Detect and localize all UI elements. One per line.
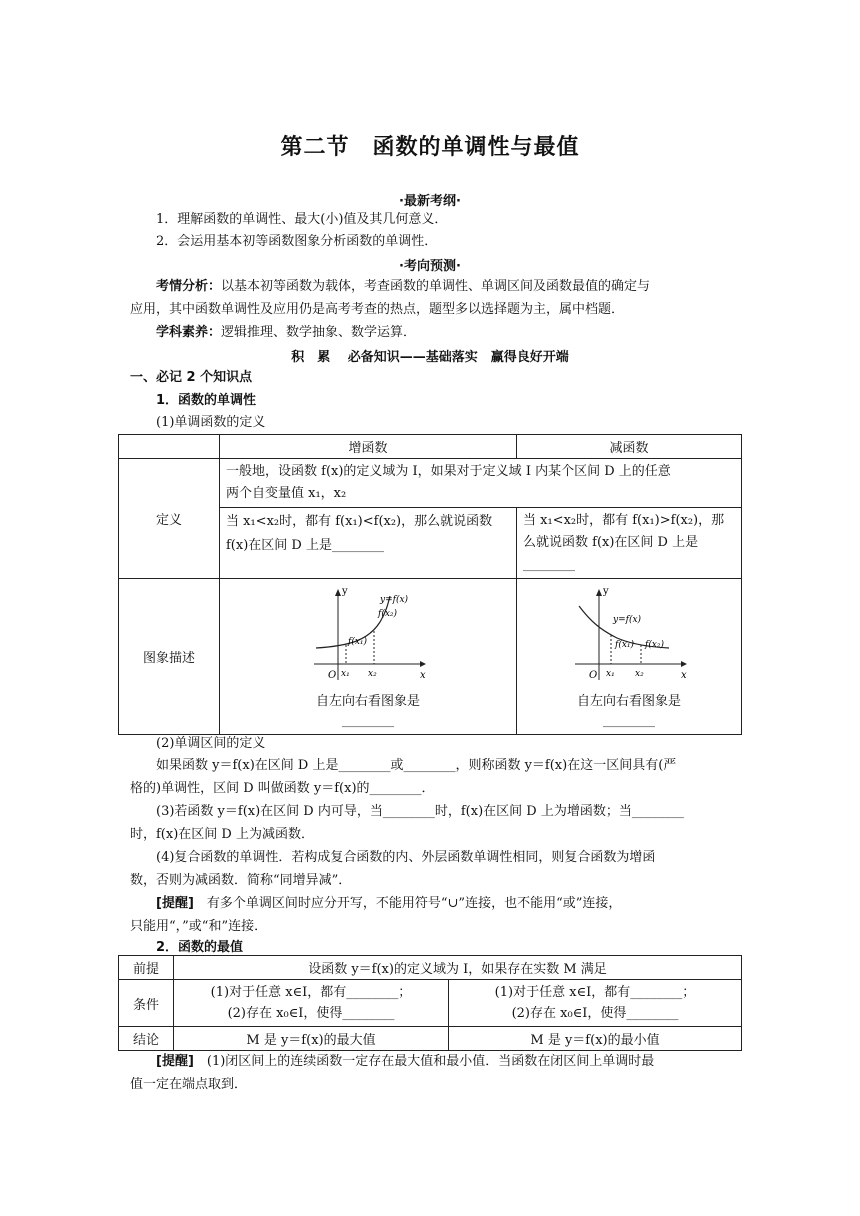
decreasing-blank: ________: [603, 712, 655, 728]
fx2-label: f(x₂): [645, 639, 665, 650]
origin-label: O: [589, 669, 598, 681]
definition-decreasing: [517, 508, 742, 579]
x2-label: x₂: [635, 668, 644, 679]
x-axis-arrow: [681, 661, 687, 667]
definition-increasing: [220, 508, 517, 579]
kaogang-item-2: 2．会运用基本初等函数图象分析函数的单调性．: [156, 234, 438, 249]
sub2-heading: 2．函数的最值: [156, 940, 244, 955]
literacy-line: [130, 323, 766, 343]
tip2-text-1: (1)闭区间上的连续函数一定存在最大值和最小值．当函数在闭区间上单调时最: [193, 1054, 655, 1069]
conclusion-label: 结论: [119, 1027, 174, 1051]
header-increasing: 增函数: [220, 435, 517, 459]
y-axis-label: y: [342, 585, 348, 597]
definition-label: 定义: [119, 459, 220, 579]
fx2-label: f(x₂): [378, 608, 398, 619]
y-axis-label: y: [603, 585, 609, 597]
p3-line-2: 时，f(x)在区间 D 上为减函数．: [130, 827, 314, 842]
monotonic-table: [118, 434, 742, 735]
definition-common-line-1: 一般地，设函数 f(x)的定义域为 I，如果对于定义域 I 内某个区间 D 上的任意: [226, 464, 671, 479]
table1-corner: [119, 435, 220, 459]
literacy-text: 逻辑推理、数学抽象、数学运算．: [221, 325, 417, 340]
definition-increasing-line-1: 当 x₁<x₂时，都有 f(x₁)<f(x₂)，那么就说函数: [226, 514, 493, 529]
fx1-label: f(x₁): [615, 639, 635, 650]
definition-common-line-2: 两个自变量值 x₁，x₂: [226, 486, 347, 501]
premise-label: 前提: [119, 956, 174, 980]
fx1-label: f(x₁): [348, 636, 368, 647]
curve-label: y=f(x): [613, 614, 642, 625]
p2-line-1: 如果函数 y＝f(x)在区间 D 上是________或________，则称函数 y＝f(x)在这一区间具有(严: [156, 758, 677, 773]
p4-line-1: (4)复合函数的单调性．若构成复合函数的内、外层函数单调性相同，则复合函数为增函: [156, 850, 656, 865]
condition-max-2: (2)存在 x₀∈I，使得________: [227, 1006, 395, 1021]
definition-decreasing-line-3: ________: [523, 557, 575, 572]
analysis-line-2: 应用，其中函数单调性及应用仍是高考考查的热点，题型多以选择题为主，属中档题．: [130, 302, 625, 317]
jilei-text: 积 累 必备知识——基础落实 赢得良好开端: [291, 350, 569, 365]
tip2-label: [提醒]: [156, 1054, 194, 1069]
tip2-line-1: [130, 1052, 766, 1072]
decreasing-caption: 自左向右看图象是: [576, 693, 681, 709]
x-axis-label: x: [681, 669, 687, 681]
condition-label: 条件: [119, 980, 174, 1027]
origin-label: O: [328, 669, 337, 681]
condition-min-1: (1)对于任意 x∈I，都有________；: [494, 985, 696, 1000]
tip2-line-2: 值一定在端点取到．: [130, 1077, 248, 1092]
conclusion-min: M 是 y＝f(x)的最小值: [449, 1027, 742, 1051]
condition-min: [449, 980, 742, 1027]
x-axis-label: x: [420, 669, 426, 681]
premise-text: 设函数 y＝f(x)的定义域为 I，如果存在实数 M 满足: [174, 956, 742, 980]
analysis-line-1: [130, 277, 766, 297]
header-decreasing: 减函数: [517, 435, 742, 459]
y-axis-arrow: [335, 589, 341, 596]
p3-line-1: (3)若函数 y＝f(x)在区间 D 内可导，当________时，f(x)在区间 D 上为增函数；当________: [156, 804, 684, 819]
x2-label: x₂: [368, 668, 377, 679]
sub1-heading: 1．函数的单调性: [156, 393, 257, 408]
yuce-heading: ·考向预测·: [399, 259, 461, 274]
decreasing-graph: [569, 586, 689, 684]
tip1-text-1: 有多个单调区间时应分开写，不能用符号“∪”连接，也不能用“或”连接，: [193, 896, 622, 911]
x1-label: x₁: [341, 668, 350, 679]
p4-line-2: 数，否则为减函数．简称“同增异减”．: [130, 873, 352, 888]
sub1a-heading: (1)单调函数的定义: [156, 415, 266, 430]
analysis-label: 考情分析：: [156, 279, 222, 294]
definition-common: [220, 459, 742, 508]
tip1-label: [提醒]: [156, 896, 194, 911]
jilei-heading: [0, 346, 860, 365]
increasing-caption: 自左向右看图象是: [315, 693, 420, 709]
graph-label: 图象描述: [119, 579, 220, 735]
conclusion-max: M 是 y＝f(x)的最大值: [174, 1027, 449, 1051]
condition-max-1: (1)对于任意 x∈I，都有________；: [210, 985, 412, 1000]
part1-heading: 一、必记 2 个知识点: [130, 370, 253, 385]
condition-min-2: (2)存在 x₀∈I，使得________: [511, 1006, 679, 1021]
definition-decreasing-line-1: 当 x₁<x₂时，都有 f(x₁)>f(x₂)，那: [523, 513, 725, 528]
graph-increasing-cell: [220, 579, 517, 735]
definition-increasing-line-2: f(x)在区间 D 上是________: [226, 538, 384, 553]
kaogang-item-1: 1．理解函数的单调性、最大(小)值及其几何意义．: [156, 212, 448, 227]
extremum-table: [118, 955, 742, 1051]
literacy-label: 学科素养：: [156, 325, 222, 340]
condition-max: [174, 980, 449, 1027]
increasing-graph: [308, 586, 428, 684]
analysis-text-1: 以基本初等函数为载体，考查函数的单调性、单调区间及函数最值的确定与: [221, 279, 651, 294]
increasing-blank: ________: [342, 712, 394, 728]
y-axis-arrow: [596, 589, 602, 596]
tip1-line-1: [130, 894, 766, 914]
tip1-line-2: 只能用“，”或“和”连接．: [130, 919, 268, 934]
x-axis-arrow: [420, 661, 426, 667]
page-title: 第二节 函数的单调性与最值: [280, 135, 580, 160]
x1-label: x₁: [606, 668, 615, 679]
graph-decreasing-cell: [517, 579, 742, 735]
p2-line-2: 格的)单调性，区间 D 叫做函数 y＝f(x)的________．: [130, 781, 435, 796]
definition-decreasing-line-2: 么就说函数 f(x)在区间 D 上是: [523, 535, 699, 550]
curve-label: y=f(x): [380, 594, 409, 605]
sub1b-heading: (2)单调区间的定义: [156, 736, 266, 751]
kaogang-heading: ·最新考纲·: [399, 194, 461, 209]
